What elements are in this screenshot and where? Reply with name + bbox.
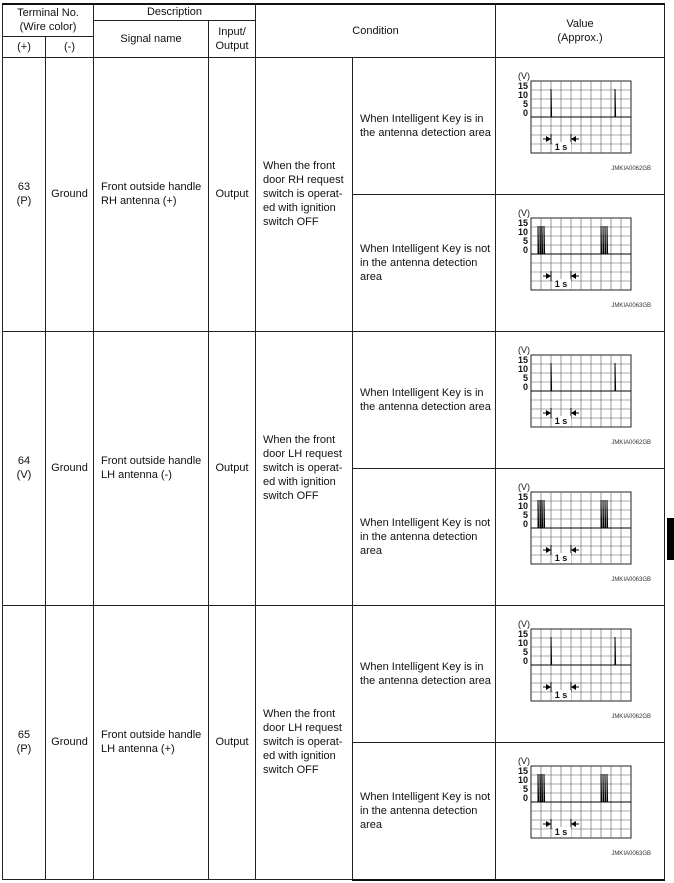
figure-id-label: JMKIA0063GB xyxy=(611,302,652,309)
condition-header: Condition xyxy=(256,4,496,57)
io-cell: Output xyxy=(209,57,256,331)
time-scale-label: 1 s xyxy=(554,826,568,837)
section-tab-marker xyxy=(667,518,674,560)
scope-y-tick-label: 15 xyxy=(518,628,529,639)
terminal-no-header xyxy=(3,4,94,36)
scope-y-tick-label: 15 xyxy=(518,491,529,502)
scope-unit-label: (V) xyxy=(518,755,531,766)
ground-cell: Ground xyxy=(46,605,94,880)
waveform-figure xyxy=(496,332,664,468)
terminal-wire-color: (P) xyxy=(16,743,32,756)
scope-y-tick-label: 0 xyxy=(523,107,529,118)
ground-cell: Ground xyxy=(46,331,94,605)
figure-id-label: JMKIA0062GB xyxy=(611,713,652,720)
time-scale-label: 1 s xyxy=(554,689,568,700)
scope-y-tick-label: 10 xyxy=(518,89,529,100)
figure-id-label: JMKIA0063GB xyxy=(611,850,652,857)
terminal-number: 65 xyxy=(17,729,31,742)
plus-header: (+) xyxy=(3,36,46,57)
scope-y-tick-label: 15 xyxy=(518,765,529,776)
approx-label: (Approx.) xyxy=(557,31,603,44)
waveform-cell xyxy=(496,331,665,468)
input-output-header: Input/ Output xyxy=(209,20,256,57)
signal-name-cell: Front outside handle LH antenna (+) xyxy=(94,605,209,880)
scope-y-tick-label: 10 xyxy=(518,363,529,374)
wire-color-label: (Wire color) xyxy=(19,21,77,34)
waveform-cell xyxy=(496,468,665,605)
value-label: Value xyxy=(566,17,594,30)
scope-y-tick-label: 5 xyxy=(523,509,529,520)
signal-name-header: Signal name xyxy=(94,20,209,57)
waveform-cell xyxy=(496,742,665,880)
terminal-number: 64 xyxy=(17,455,31,467)
value-header xyxy=(496,4,665,57)
scope-unit-label: (V) xyxy=(518,207,531,218)
waveform-figure xyxy=(496,469,664,605)
time-scale-label: 1 s xyxy=(554,141,568,152)
scope-y-tick-label: 15 xyxy=(518,80,529,91)
figure-id-label: JMKIA0062GB xyxy=(611,165,652,172)
scope-y-tick-label: 10 xyxy=(518,500,529,511)
signal-name-cell: Front outside handle RH antenna (+) xyxy=(94,57,209,331)
waveform-figure xyxy=(496,58,664,194)
subcondition-cell: When Intelligent Key is not in the antenna detection area xyxy=(353,742,496,880)
condition-cell: When the front door LH request switch is operat- ed with ignition switch OFF xyxy=(256,331,353,605)
scope-y-tick-label: 0 xyxy=(523,655,529,666)
subcondition-cell: When Intelligent Key is in the antenna detection area xyxy=(353,605,496,742)
condition-cell: When the front door LH request switch is operat- ed with ignition switch OFF xyxy=(256,605,353,880)
waveform-figure xyxy=(496,606,664,742)
terminal-cell xyxy=(3,331,46,605)
scope-unit-label: (V) xyxy=(518,70,531,81)
terminal-number: 63 xyxy=(17,181,31,193)
scope-y-tick-label: 10 xyxy=(518,774,529,785)
waveform-cell xyxy=(496,605,665,742)
scope-y-tick-label: 15 xyxy=(518,217,529,228)
terminal-wire-color: (V) xyxy=(16,469,32,481)
scope-y-tick-label: 5 xyxy=(523,235,529,246)
scope-y-tick-label: 5 xyxy=(523,783,529,794)
time-scale-label: 1 s xyxy=(554,552,568,563)
io-cell: Output xyxy=(209,331,256,605)
terminal-no-label: Terminal No. xyxy=(17,7,79,20)
terminal-spec-table xyxy=(2,3,665,881)
terminal-cell xyxy=(3,57,46,331)
scope-y-tick-label: 0 xyxy=(523,244,529,255)
minus-header: (-) xyxy=(46,36,94,57)
time-scale-label: 1 s xyxy=(554,415,568,426)
io-cell: Output xyxy=(209,605,256,880)
scope-y-tick-label: 5 xyxy=(523,372,529,383)
scope-unit-label: (V) xyxy=(518,481,531,492)
ground-cell: Ground xyxy=(46,57,94,331)
scope-y-tick-label: 5 xyxy=(523,98,529,109)
subcondition-cell: When Intelligent Key is not in the antenna detection area xyxy=(353,468,496,605)
condition-cell: When the front door RH request switch is operat- ed with ignition switch OFF xyxy=(256,57,353,331)
scope-y-tick-label: 15 xyxy=(518,354,529,365)
subcondition-cell: When Intelligent Key is in the antenna detection area xyxy=(353,57,496,194)
scope-y-tick-label: 10 xyxy=(518,637,529,648)
waveform-figure xyxy=(496,743,664,879)
scope-y-tick-label: 5 xyxy=(523,646,529,657)
figure-id-label: JMKIA0063GB xyxy=(611,576,652,583)
waveform-cell xyxy=(496,57,665,194)
terminal-cell xyxy=(3,605,46,880)
scope-y-tick-label: 0 xyxy=(523,381,529,392)
signal-name-cell: Front outside handle LH antenna (-) xyxy=(94,331,209,605)
scope-unit-label: (V) xyxy=(518,618,531,629)
subcondition-cell: When Intelligent Key is in the antenna detection area xyxy=(353,331,496,468)
waveform-cell xyxy=(496,194,665,331)
figure-id-label: JMKIA0062GB xyxy=(611,439,652,446)
scope-y-tick-label: 0 xyxy=(523,518,529,529)
scope-y-tick-label: 0 xyxy=(523,792,529,803)
subcondition-cell: When Intelligent Key is not in the antenna detection area xyxy=(353,194,496,331)
waveform-figure xyxy=(496,195,664,331)
terminal-wire-color: (P) xyxy=(16,195,32,207)
scope-y-tick-label: 10 xyxy=(518,226,529,237)
scope-unit-label: (V) xyxy=(518,344,531,355)
description-header: Description xyxy=(94,4,256,20)
time-scale-label: 1 s xyxy=(554,278,568,289)
